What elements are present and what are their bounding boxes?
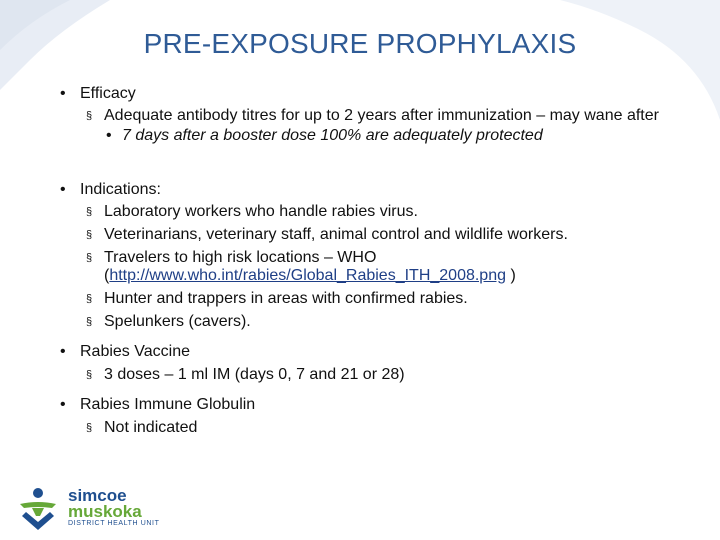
sub-bullet-text: Hunter and trappers in areas with confirmed rabies. bbox=[104, 290, 468, 307]
sub-bullet-marker: § bbox=[86, 369, 93, 381]
bullet-marker: • bbox=[60, 85, 66, 102]
sub-sub-bullet bbox=[60, 127, 680, 145]
link-open-paren: ( bbox=[104, 267, 110, 284]
section-heading: Rabies Vaccine bbox=[80, 343, 190, 360]
sub-bullet bbox=[60, 366, 680, 384]
bullet-marker: • bbox=[60, 396, 66, 413]
sub-bullet-marker: § bbox=[86, 293, 93, 305]
sub-bullet-text: Adequate antibody titres for up to 2 years after immunization – may wane after bbox=[104, 107, 659, 124]
sub-bullet bbox=[60, 226, 680, 244]
simcoe-muskoka-logo bbox=[16, 486, 186, 532]
sub-bullet-text: Not indicated bbox=[104, 419, 198, 436]
bullet-marker: • bbox=[60, 181, 66, 198]
sub-bullet-text: Laboratory workers who handle rabies virus. bbox=[104, 203, 418, 220]
sub-bullet-text: Veterinarians, veterinary staff, animal control and wildlife workers. bbox=[104, 226, 568, 243]
section-heading: Rabies Immune Globulin bbox=[80, 396, 256, 413]
slide-content bbox=[60, 85, 680, 437]
bullet-indications bbox=[60, 181, 680, 199]
sub-bullet-text: 3 doses – 1 ml IM (days 0, 7 and 21 or 28) bbox=[104, 366, 405, 383]
sub-sub-bullet-marker: • bbox=[106, 127, 112, 144]
sub-bullet bbox=[60, 107, 680, 125]
bullet-rabies-vaccine bbox=[60, 343, 680, 361]
sub-bullet-marker: § bbox=[86, 422, 93, 434]
logo-line1: simcoe bbox=[68, 486, 127, 505]
sub-bullet-text: Travelers to high risk locations – WHO bbox=[104, 249, 377, 266]
sub-bullet bbox=[60, 419, 680, 437]
bullet-marker: • bbox=[60, 343, 66, 360]
sub-bullet bbox=[60, 203, 680, 221]
sub-bullet-marker: § bbox=[86, 229, 93, 241]
sub-bullet-text: Spelunkers (cavers). bbox=[104, 313, 251, 330]
who-link[interactable]: http://www.who.int/rabies/Global_Rabies_ITH_2008.png bbox=[109, 267, 506, 284]
bullet-rabies-immune-globulin bbox=[60, 396, 680, 414]
logo-line3: DISTRICT HEALTH UNIT bbox=[68, 520, 160, 527]
sub-bullet bbox=[60, 249, 680, 285]
sub-bullet bbox=[60, 313, 680, 331]
sub-bullet-marker: § bbox=[86, 316, 93, 328]
sub-sub-bullet-text: 7 days after a booster dose 100% are adequately protected bbox=[122, 127, 543, 144]
section-heading: Indications: bbox=[80, 181, 161, 198]
sub-bullet bbox=[60, 290, 680, 308]
sub-bullet-marker: § bbox=[86, 110, 93, 122]
logo-line2: muskoka bbox=[68, 502, 142, 521]
link-close-paren: ) bbox=[506, 267, 516, 284]
section-heading: Efficacy bbox=[80, 85, 136, 102]
sub-bullet-marker: § bbox=[86, 206, 93, 218]
bullet-efficacy bbox=[60, 85, 680, 103]
slide-title: PRE-EXPOSURE PROPHYLAXIS bbox=[143, 28, 577, 59]
logo-figure-icon bbox=[16, 486, 62, 532]
sub-bullet-marker: § bbox=[86, 252, 93, 264]
